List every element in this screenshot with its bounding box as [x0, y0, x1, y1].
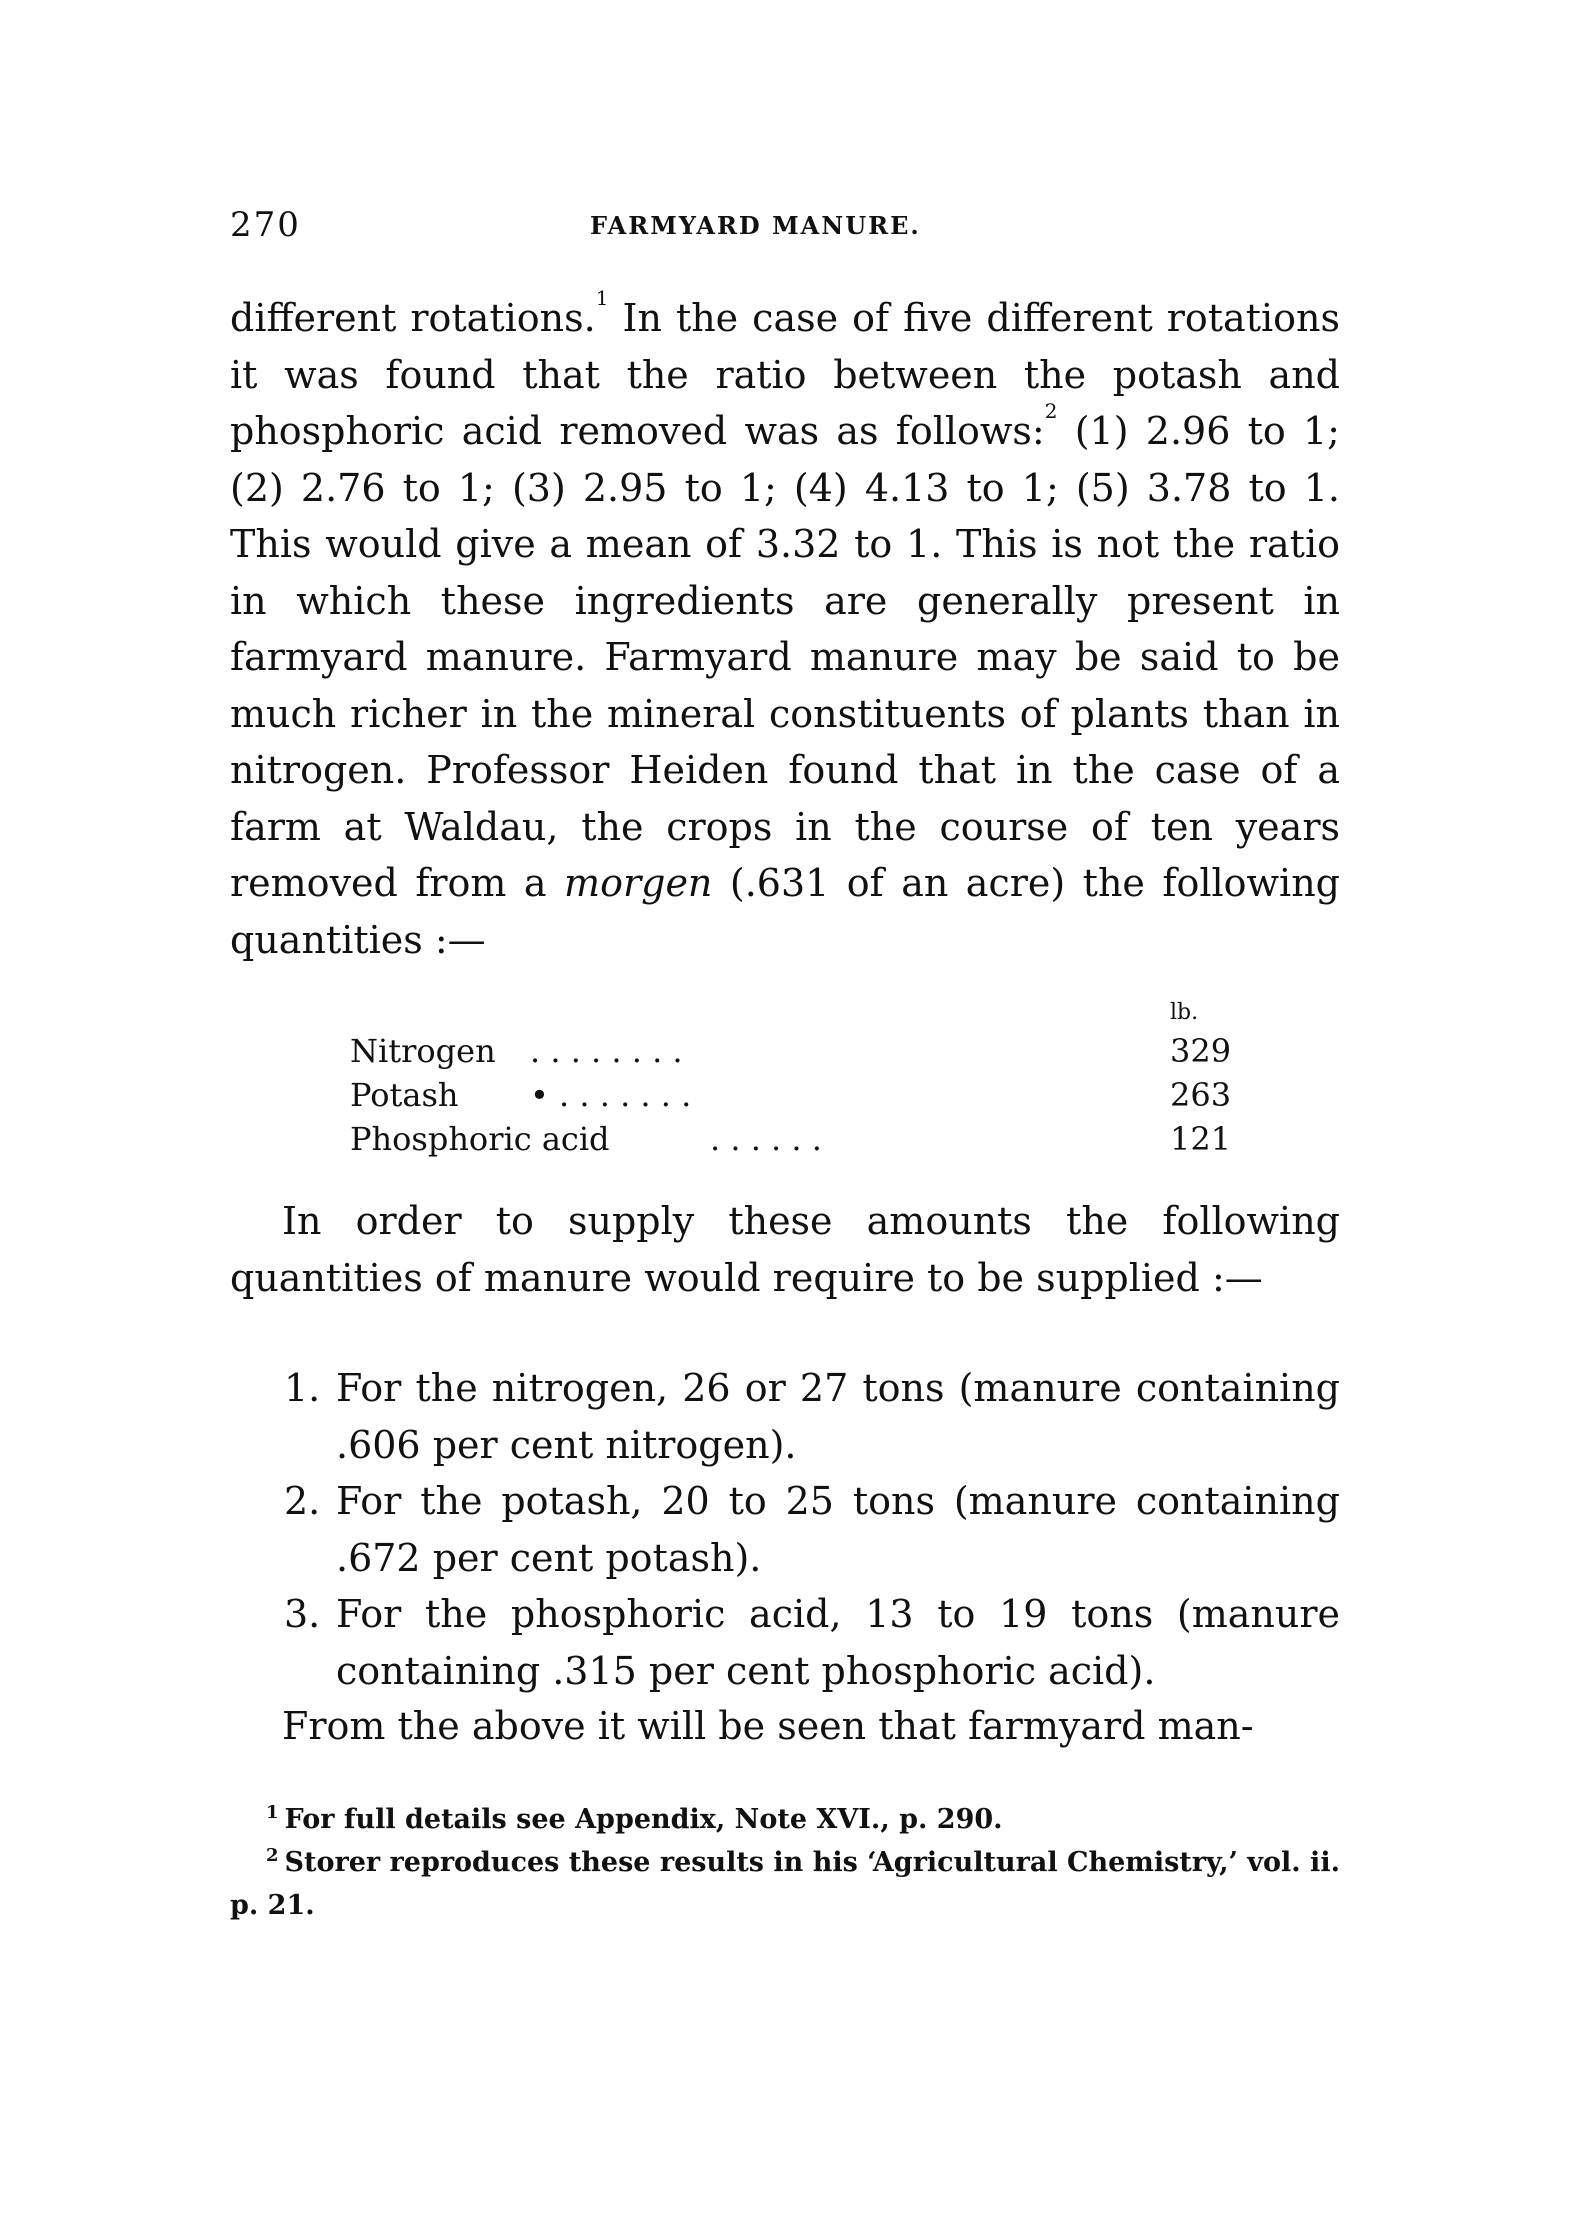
footnote-ref-2: 2 [1044, 399, 1058, 423]
list-item [230, 1473, 1340, 1586]
table-row [350, 1076, 1230, 1120]
paragraph-text: In order to supply these amounts the following quantities of manure would require to be supplied :— [230, 1199, 1340, 1300]
footnote [230, 1843, 1340, 1926]
page-number: 270 [230, 205, 301, 245]
leader-dots: . . . . . . [710, 1120, 822, 1158]
table-row-value: 329 [1170, 1032, 1232, 1070]
table-row-name: Phosphoric acid [350, 1120, 610, 1158]
body-text-segment: (1) 2.96 to 1; (2) 2.76 to 1; (3) 2.95 to 1; (4) 4.13 to 1; (5) 3.78 to 1. This would give a mean of 3.32 to 1. This is not the ratio in which these ingredients are generally present in farmyard manure. Farmyard manure may be said to be much richer in the mineral constituents of plants than in nitrogen. Professor Heiden found that in the case of a farm at Waldau, the crops in the course of ten years removed from a [230, 409, 1340, 905]
table-row [350, 1032, 1230, 1076]
footnote-mark: 1 [266, 1802, 279, 1823]
footnote-mark: 2 [266, 1845, 279, 1866]
list-item-number: 2. [284, 1479, 321, 1523]
footnote-text: Storer reproduces these results in his ‘Agricultural Chemistry,’ vol. ii. p. 21. [230, 1847, 1340, 1921]
body-text-segment: (.631 of an acre) the following quantities :— [230, 861, 1340, 962]
body-text-segment: different rotations. [230, 296, 596, 340]
table-row-value: 263 [1170, 1076, 1232, 1114]
table-row-value: 121 [1170, 1120, 1232, 1158]
table-row [350, 1120, 1230, 1164]
footnote-ref-1: 1 [595, 286, 609, 310]
list-item-number: 3. [284, 1592, 321, 1636]
closing-line: From the above it will be seen that farmyard man- [282, 1704, 1254, 1748]
table-row-name: Potash [350, 1076, 459, 1114]
list-item-number: 1. [284, 1366, 321, 1410]
body-paragraph-2 [230, 1193, 1340, 1306]
list-item [230, 1360, 1340, 1473]
body-paragraph-1 [230, 286, 1340, 968]
table-row-name: Nitrogen [350, 1032, 496, 1070]
italic-term: morgen [564, 861, 713, 905]
numbered-list [230, 1360, 1340, 1699]
page-header [230, 205, 1340, 255]
body-text-segment: In the case of five different rotations it was found that the ratio between the potash and phosphoric acid removed was as follows: [230, 296, 1340, 453]
table-unit-header: lb. [1170, 1000, 1199, 1025]
list-item [230, 1586, 1340, 1699]
footnotes [230, 1800, 1340, 1926]
list-item-text: For the phosphoric acid, 13 to 19 tons (manure containing .315 per cent phosphoric acid). [336, 1592, 1340, 1693]
leader-dots: • . . . . . . . [530, 1076, 692, 1114]
leader-dots: . . . . . . . . [530, 1032, 683, 1070]
list-item-text: For the nitrogen, 26 or 27 tons (manure containing .606 per cent nitrogen). [336, 1366, 1340, 1467]
footnote-text: For full details see Appendix, Note XVI., p. 290. [284, 1804, 1003, 1835]
list-item-text: For the potash, 20 to 25 tons (manure containing .672 per cent potash). [336, 1479, 1340, 1580]
footnote [230, 1800, 1340, 1843]
running-head: FARMYARD MANURE. [590, 211, 921, 240]
